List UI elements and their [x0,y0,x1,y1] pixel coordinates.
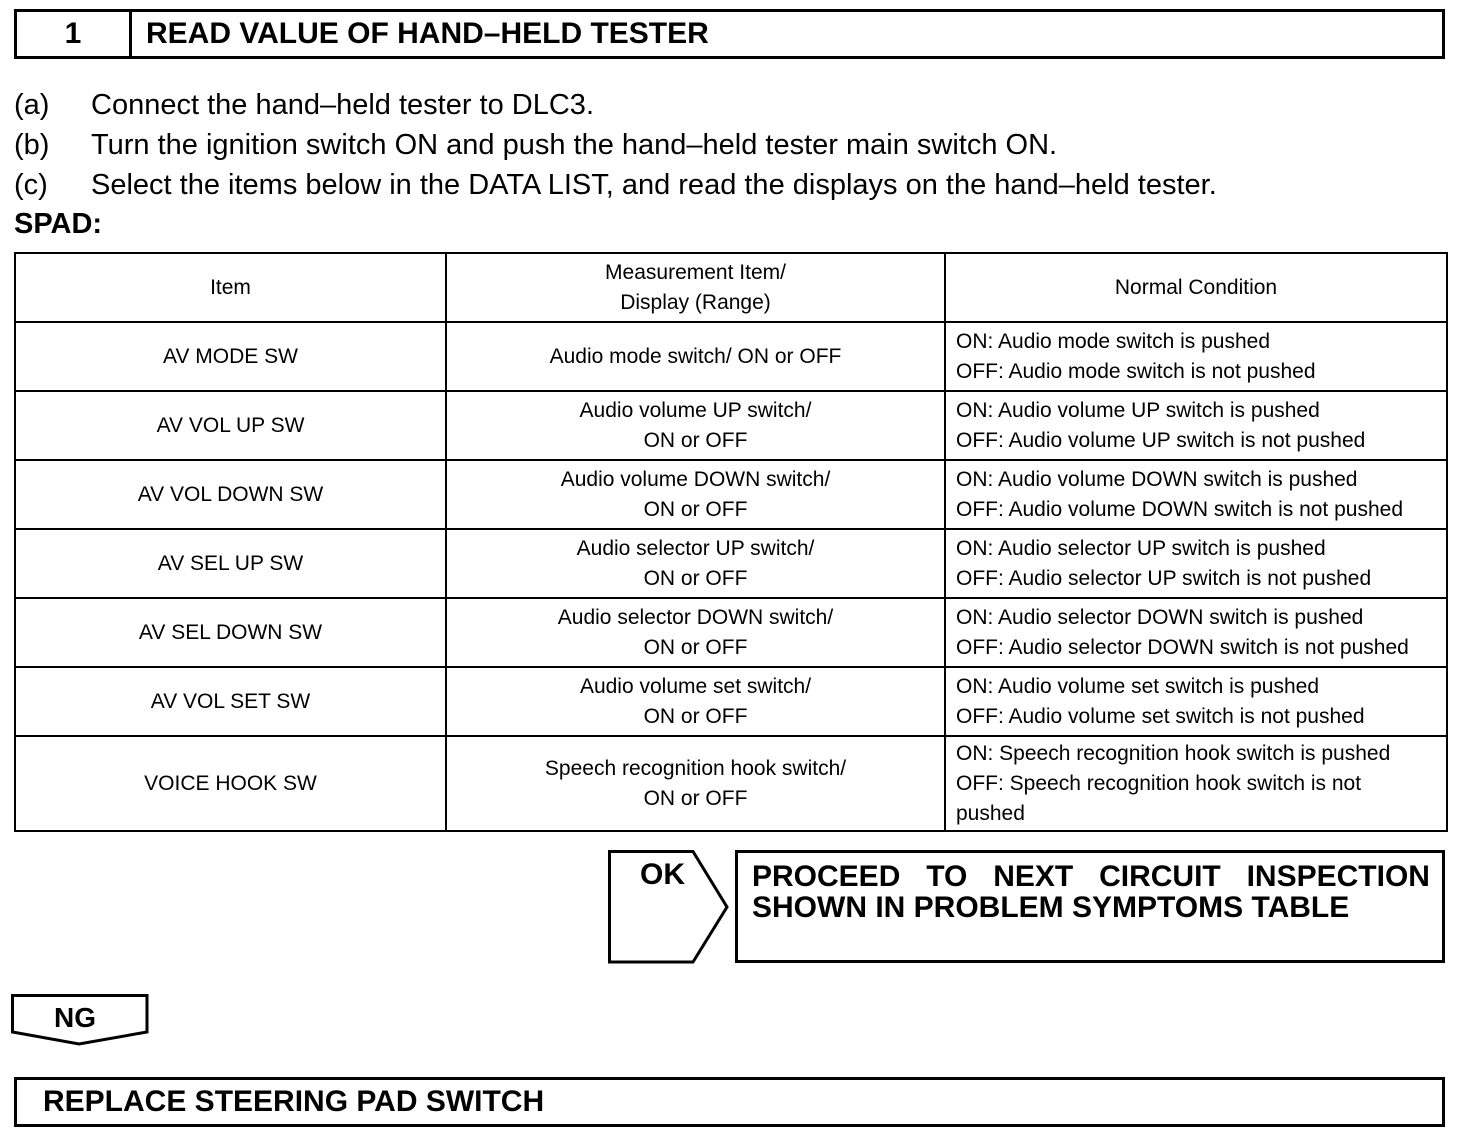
condition-off: OFF: Speech recognition hook switch is not pushed [956,771,1362,825]
condition-on: ON: Audio mode switch is pushed [956,329,1270,353]
instruction-label: (b) [14,129,50,161]
instruction-label: (a) [14,89,50,121]
instruction-c [14,168,1217,202]
ok-arrow [608,850,730,964]
condition-on: ON: Audio volume DOWN switch is pushed [956,467,1358,491]
cell-measurement [446,598,945,667]
ok-result-word: CIRCUIT [1099,860,1221,893]
table-row [15,736,1447,831]
instruction-label: (c) [14,169,48,201]
table-row [15,667,1447,736]
instruction-b [14,128,1057,162]
measurement-line1: Audio volume set switch/ [579,674,812,698]
condition-off: OFF: Audio volume DOWN switch is not pushed [956,497,1403,521]
ng-result-box: REPLACE STEERING PAD SWITCH [14,1077,1445,1127]
cell-normal-condition [945,529,1447,598]
instruction-text: Connect the hand–held tester to DLC3. [91,89,594,121]
instruction-text: Turn the ignition switch ON and push the hand–held tester main switch ON. [91,129,1058,161]
cell-normal-condition [945,460,1447,529]
measurement-line1: Audio selector DOWN switch/ [557,605,834,629]
measurement-line2: ON or OFF [643,635,748,659]
table-row [15,322,1447,391]
condition-off: OFF: Audio selector DOWN switch is not pushed [956,635,1409,659]
step-number: 1 [17,12,132,56]
ok-result-word: TO [926,860,968,893]
ok-result-box [735,850,1445,963]
cell-normal-condition [945,736,1447,831]
cell-item: AV SEL UP SW [15,529,446,598]
table-row [15,460,1447,529]
condition-on: ON: Audio volume set switch is pushed [956,674,1320,698]
cell-measurement [446,460,945,529]
cell-item: AV MODE SW [15,322,446,391]
cell-normal-condition [945,322,1447,391]
ng-arrow [11,994,151,1046]
instruction-text: Select the items below in the DATA LIST, and read the displays on the hand–held tester. [91,169,1217,201]
cell-item: AV VOL SET SW [15,667,446,736]
cell-measurement [446,529,945,598]
header-normal-condition: Normal Condition [945,253,1447,322]
measurement-line1: Audio volume DOWN switch/ [560,467,831,491]
cell-item: AV SEL DOWN SW [15,598,446,667]
header-measurement [446,253,945,322]
ok-result-word: PROCEED [752,860,901,893]
ok-result-word: NEXT [993,860,1074,893]
condition-off: OFF: Audio volume set switch is not pushed [956,704,1365,728]
condition-on: ON: Audio selector DOWN switch is pushed [956,605,1364,629]
condition-on: ON: Audio selector UP switch is pushed [956,536,1326,560]
measurement-line2: ON or OFF [643,497,748,521]
measurement-line2: ON or OFF [643,566,748,590]
ok-result-word: INSPECTION [1246,860,1430,893]
cell-measurement: Audio mode switch/ ON or OFF [446,322,945,391]
step-title: READ VALUE OF HAND–HELD TESTER [146,17,709,50]
table-header-row [15,253,1447,322]
cell-measurement [446,391,945,460]
cell-measurement [446,667,945,736]
condition-off: OFF: Audio volume UP switch is not pushed [956,428,1366,452]
table-row [15,391,1447,460]
header-measurement-line1: Measurement Item/ [605,260,786,284]
measurement-line2: ON or OFF [643,428,748,452]
cell-normal-condition [945,667,1447,736]
header-measurement-line2: Display (Range) [620,290,771,314]
instruction-a [14,88,594,122]
cell-measurement [446,736,945,831]
measurement-line1: Audio selector UP switch/ [576,536,815,560]
data-list-table [14,252,1448,832]
condition-off: OFF: Audio mode switch is not pushed [956,359,1316,383]
cell-item: AV VOL DOWN SW [15,460,446,529]
condition-off: OFF: Audio selector UP switch is not pushed [956,566,1372,590]
ok-label: OK [640,858,685,891]
measurement-line2: ON or OFF [643,704,748,728]
header-item: Item [15,253,446,322]
cell-normal-condition [945,598,1447,667]
table-row [15,529,1447,598]
step-header [14,9,1445,59]
cell-item: AV VOL UP SW [15,391,446,460]
ng-label: NG [54,1002,96,1033]
measurement-line2: ON or OFF [643,786,748,810]
section-label: SPAD: [14,208,103,240]
condition-on: ON: Audio volume UP switch is pushed [956,398,1320,422]
measurement-line1: Audio volume UP switch/ [579,398,812,422]
measurement-line1: Speech recognition hook switch/ [544,756,847,780]
cell-item: VOICE HOOK SW [15,736,446,831]
table-row [15,598,1447,667]
cell-normal-condition [945,391,1447,460]
ok-result-line1 [752,861,1430,892]
ok-result-line2: SHOWN IN PROBLEM SYMPTOMS TABLE [752,891,1350,924]
condition-on: ON: Speech recognition hook switch is pushed [956,741,1391,765]
